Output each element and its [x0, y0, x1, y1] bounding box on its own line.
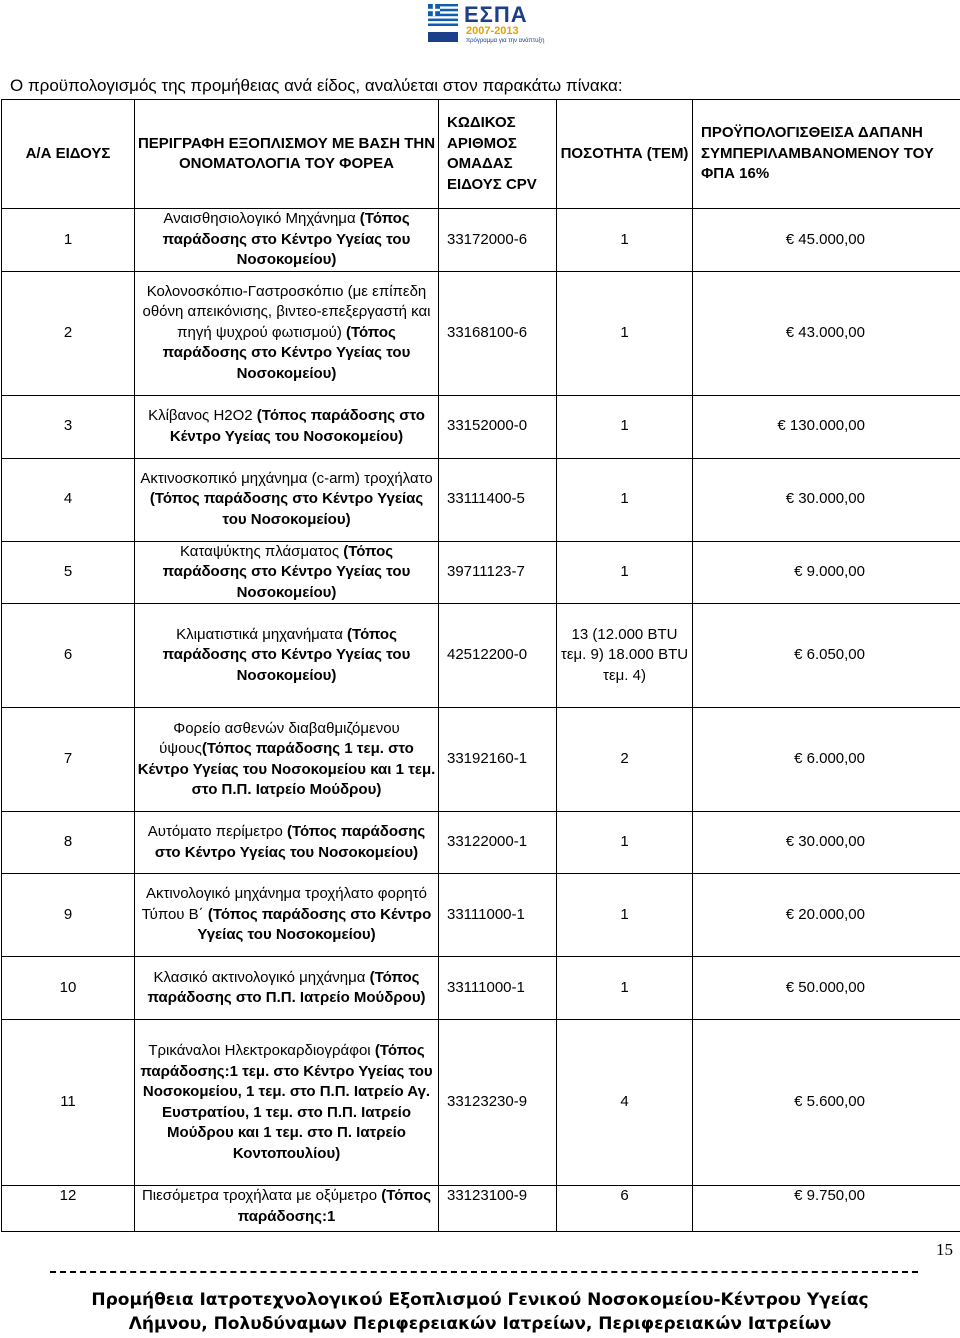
cell-aa: 1	[2, 209, 135, 272]
table-row	[2, 812, 960, 874]
cell-quantity: 13 (12.000 BTU τεμ. 9) 18.000 BTU τεμ. 4)	[557, 604, 693, 708]
cell-description	[135, 604, 439, 708]
cell-aa: 8	[2, 812, 135, 874]
cell-cost: € 45.000,00	[693, 209, 960, 272]
cell-quantity: 1	[557, 209, 693, 272]
delivery-place: (Τόπος παράδοσης στο Π.Π. Ιατρείο Μούδρου)	[147, 968, 426, 1006]
item-name: Καταψύκτης πλάσματος	[179, 542, 340, 560]
cell-quantity: 6	[557, 1186, 693, 1232]
cell-cost: € 30.000,00	[693, 812, 960, 874]
greek-flag-icon	[428, 4, 458, 26]
cell-cost: € 6.000,00	[693, 708, 960, 812]
cell-description	[135, 458, 439, 541]
cell-aa: 5	[2, 541, 135, 604]
cell-description	[135, 957, 439, 1020]
cell-cpv: 33122000-1	[439, 812, 557, 874]
table-row	[2, 209, 960, 272]
cell-cpv: 33168100-6	[439, 271, 557, 395]
table-row	[2, 271, 960, 395]
cell-quantity: 1	[557, 541, 693, 604]
cell-quantity: 1	[557, 874, 693, 957]
item-name: Ακτινολογικό μηχάνημα τροχήλατο φορητό Τύπου Β΄	[141, 885, 428, 923]
logo-brand: ΕΣΠΑ	[464, 2, 528, 27]
delivery-place: (Τόπος παράδοσης:1	[237, 1187, 432, 1225]
cell-cost: € 50.000,00	[693, 957, 960, 1020]
cell-cost: € 30.000,00	[693, 458, 960, 541]
cell-aa: 12	[2, 1186, 135, 1232]
cell-quantity: 1	[557, 812, 693, 874]
delivery-place: (Τόπος παράδοσης στο Κέντρο Υγείας του Νοσοκομείου)	[162, 625, 411, 684]
footer-line-1: Προμήθεια Ιατροτεχνολογικού Εξοπλισμού Γενικού Νοσοκομείου-Κέντρου Υγείας	[91, 1290, 869, 1310]
cell-description	[135, 812, 439, 874]
cell-description	[135, 874, 439, 957]
cell-description	[135, 708, 439, 812]
cell-quantity: 1	[557, 458, 693, 541]
budget-table	[1, 99, 960, 1232]
delivery-place: (Τόπος παράδοσης στο Κέντρο Υγείας του Νοσοκομείου)	[197, 905, 432, 944]
cell-cpv: 33192160-1	[439, 708, 557, 812]
delivery-place: (Τόπος παράδοσης στο Κέντρο Υγείας του Νοσοκομείου)	[162, 542, 411, 601]
table-row	[2, 1020, 960, 1186]
cell-description	[135, 209, 439, 272]
table-header-row	[2, 100, 960, 209]
item-name: Κλίβανος Η2Ο2	[148, 407, 253, 424]
table-row	[2, 957, 960, 1020]
table-row	[2, 541, 960, 604]
cell-aa: 9	[2, 874, 135, 957]
footer-line-2: Λήμνου, Πολυδύναμων Περιφερειακών Ιατρείων, Περιφερειακών Ιατρείων	[128, 1314, 832, 1334]
cell-aa: 2	[2, 271, 135, 395]
cell-cpv: 33111000-1	[439, 874, 557, 957]
item-name: Πιεσόμετρα τροχήλατα με οξύμετρο	[141, 1187, 378, 1204]
eu-flag-icon	[428, 32, 458, 42]
item-name: Αυτόματο περίμετρο	[147, 823, 283, 840]
cell-cost: € 43.000,00	[693, 271, 960, 395]
cell-description	[135, 1186, 439, 1232]
table-row	[2, 604, 960, 708]
cell-description	[135, 541, 439, 604]
cell-quantity: 1	[557, 271, 693, 395]
item-name: Φορείο ασθενών διαβαθμιζόμενου ύψους	[159, 719, 400, 757]
cell-cpv: 39711123-7	[439, 541, 557, 604]
table-row	[2, 708, 960, 812]
header-cost: ΠΡΟΫΠΟΛΟΓΙΣΘΕΙΣΑ ΔΑΠΑΝΗ ΣΥΜΠΕΡΙΛΑΜΒΑΝΟΜΕΝΟΥ ΤΟΥ ΦΠΑ 16%	[693, 100, 960, 209]
cell-quantity: 4	[557, 1020, 693, 1186]
cell-quantity: 1	[557, 395, 693, 458]
cell-cpv: 33123230-9	[439, 1020, 557, 1186]
cell-cost: € 130.000,00	[693, 395, 960, 458]
item-name: Κολονοσκόπιο-Γαστροσκόπιο (με επίπεδη οθόνη απεικόνισης, βιντεο-επεξεργαστή και πηγή ψυχρού φωτισμού)	[142, 282, 431, 341]
cell-aa: 10	[2, 957, 135, 1020]
cell-quantity: 2	[557, 708, 693, 812]
cell-cpv: 33123100-9	[439, 1186, 557, 1232]
logo-tagline: πρόγραμμα για την ανάπτυξη	[466, 38, 545, 44]
cell-description	[135, 1020, 439, 1186]
espa-logo	[428, 2, 545, 50]
cell-quantity: 1	[557, 957, 693, 1020]
cell-aa: 3	[2, 395, 135, 458]
footer-divider	[50, 1271, 918, 1273]
item-name: Τρικάναλοι Ηλεκτροκαρδιογράφοι	[148, 1042, 371, 1059]
delivery-place: (Τόπος παράδοσης στο Κέντρο Υγείας του Νοσοκομείου)	[169, 407, 425, 445]
item-name: Ακτινοσκοπικό μηχάνημα (c-arm) τροχήλατο	[140, 469, 433, 487]
cell-description	[135, 395, 439, 458]
logo-years: 2007-2013	[466, 25, 519, 37]
header-quantity: ΠΟΣΟΤΗΤΑ (ΤΕΜ)	[557, 100, 693, 209]
intro-text: Ο προϋπολογισμός της προμήθειας ανά είδος, αναλύεται στον παρακάτω πίνακα:	[10, 76, 623, 95]
cell-cost: € 9.000,00	[693, 541, 960, 604]
cell-description	[135, 271, 439, 395]
table-row	[2, 395, 960, 458]
cell-aa: 11	[2, 1020, 135, 1186]
cell-cost: € 5.600,00	[693, 1020, 960, 1186]
delivery-place: (Τόπος παράδοσης στο Κέντρο Υγείας του Νοσοκομείου)	[154, 823, 426, 861]
delivery-place: (Τόπος παράδοσης στο Κέντρο Υγείας του Νοσοκομείου)	[162, 323, 411, 382]
cell-cpv: 33172000-6	[439, 209, 557, 272]
delivery-place: (Τόπος παράδοσης στο Κέντρο Υγείας του Νοσοκομείου)	[149, 490, 424, 528]
cell-aa: 4	[2, 458, 135, 541]
header-cpv: ΚΩΔΙΚΟΣ ΑΡΙΘΜΟΣ ΟΜΑΔΑΣ ΕΙΔΟΥΣ CPV	[439, 100, 557, 209]
cell-aa: 6	[2, 604, 135, 708]
header-aa: Α/Α ΕΙΔΟΥΣ	[2, 100, 135, 209]
cell-cpv: 42512200-0	[439, 604, 557, 708]
cell-aa: 7	[2, 708, 135, 812]
page-number: 15	[936, 1240, 953, 1259]
delivery-place: (Τόπος παράδοσης:1 τεμ. στο Κέντρο Υγείας του Νοσοκομείου, 1 τεμ. στο Π.Π. Ιατρείο Αγ. Ευστρατίου, 1 τεμ. στο Π.Π. Ιατρείο Μούδρου και 1 τεμ. στο Π. Ιατρείο Κοντοπουλίου)	[140, 1042, 433, 1162]
cell-cost: € 20.000,00	[693, 874, 960, 957]
table-row	[2, 874, 960, 957]
table-row	[2, 1186, 960, 1232]
cell-cpv: 33111000-1	[439, 957, 557, 1020]
delivery-place: (Τόπος παράδοσης στο Κέντρο Υγείας του Νοσοκομείου)	[162, 210, 411, 268]
item-name: Κλιματιστικά μηχανήματα	[176, 625, 343, 643]
table-row	[2, 458, 960, 541]
delivery-place: (Τόπος παράδοσης 1 τεμ. στο Κέντρο Υγείας του Νοσοκομείου και 1 τεμ. στο Π.Π. Ιατρείο Μούδρου)	[137, 740, 436, 798]
cell-cost: € 9.750,00	[693, 1186, 960, 1232]
item-name: Αναισθησιολογικό Μηχάνημα	[163, 210, 356, 227]
cell-cpv: 33111400-5	[439, 458, 557, 541]
page-footer	[0, 1288, 960, 1336]
header-description: ΠΕΡΙΓΡΑΦΗ ΕΞΟΠΛΙΣΜΟΥ ΜΕ ΒΑΣΗ ΤΗΝ ΟΝΟΜΑΤΟΛΟΓΙΑ ΤΟΥ ΦΟΡΕΑ	[135, 100, 439, 209]
item-name: Κλασικό ακτινολογικό μηχάνημα	[153, 968, 366, 986]
cell-cpv: 33152000-0	[439, 395, 557, 458]
cell-cost: € 6.050,00	[693, 604, 960, 708]
